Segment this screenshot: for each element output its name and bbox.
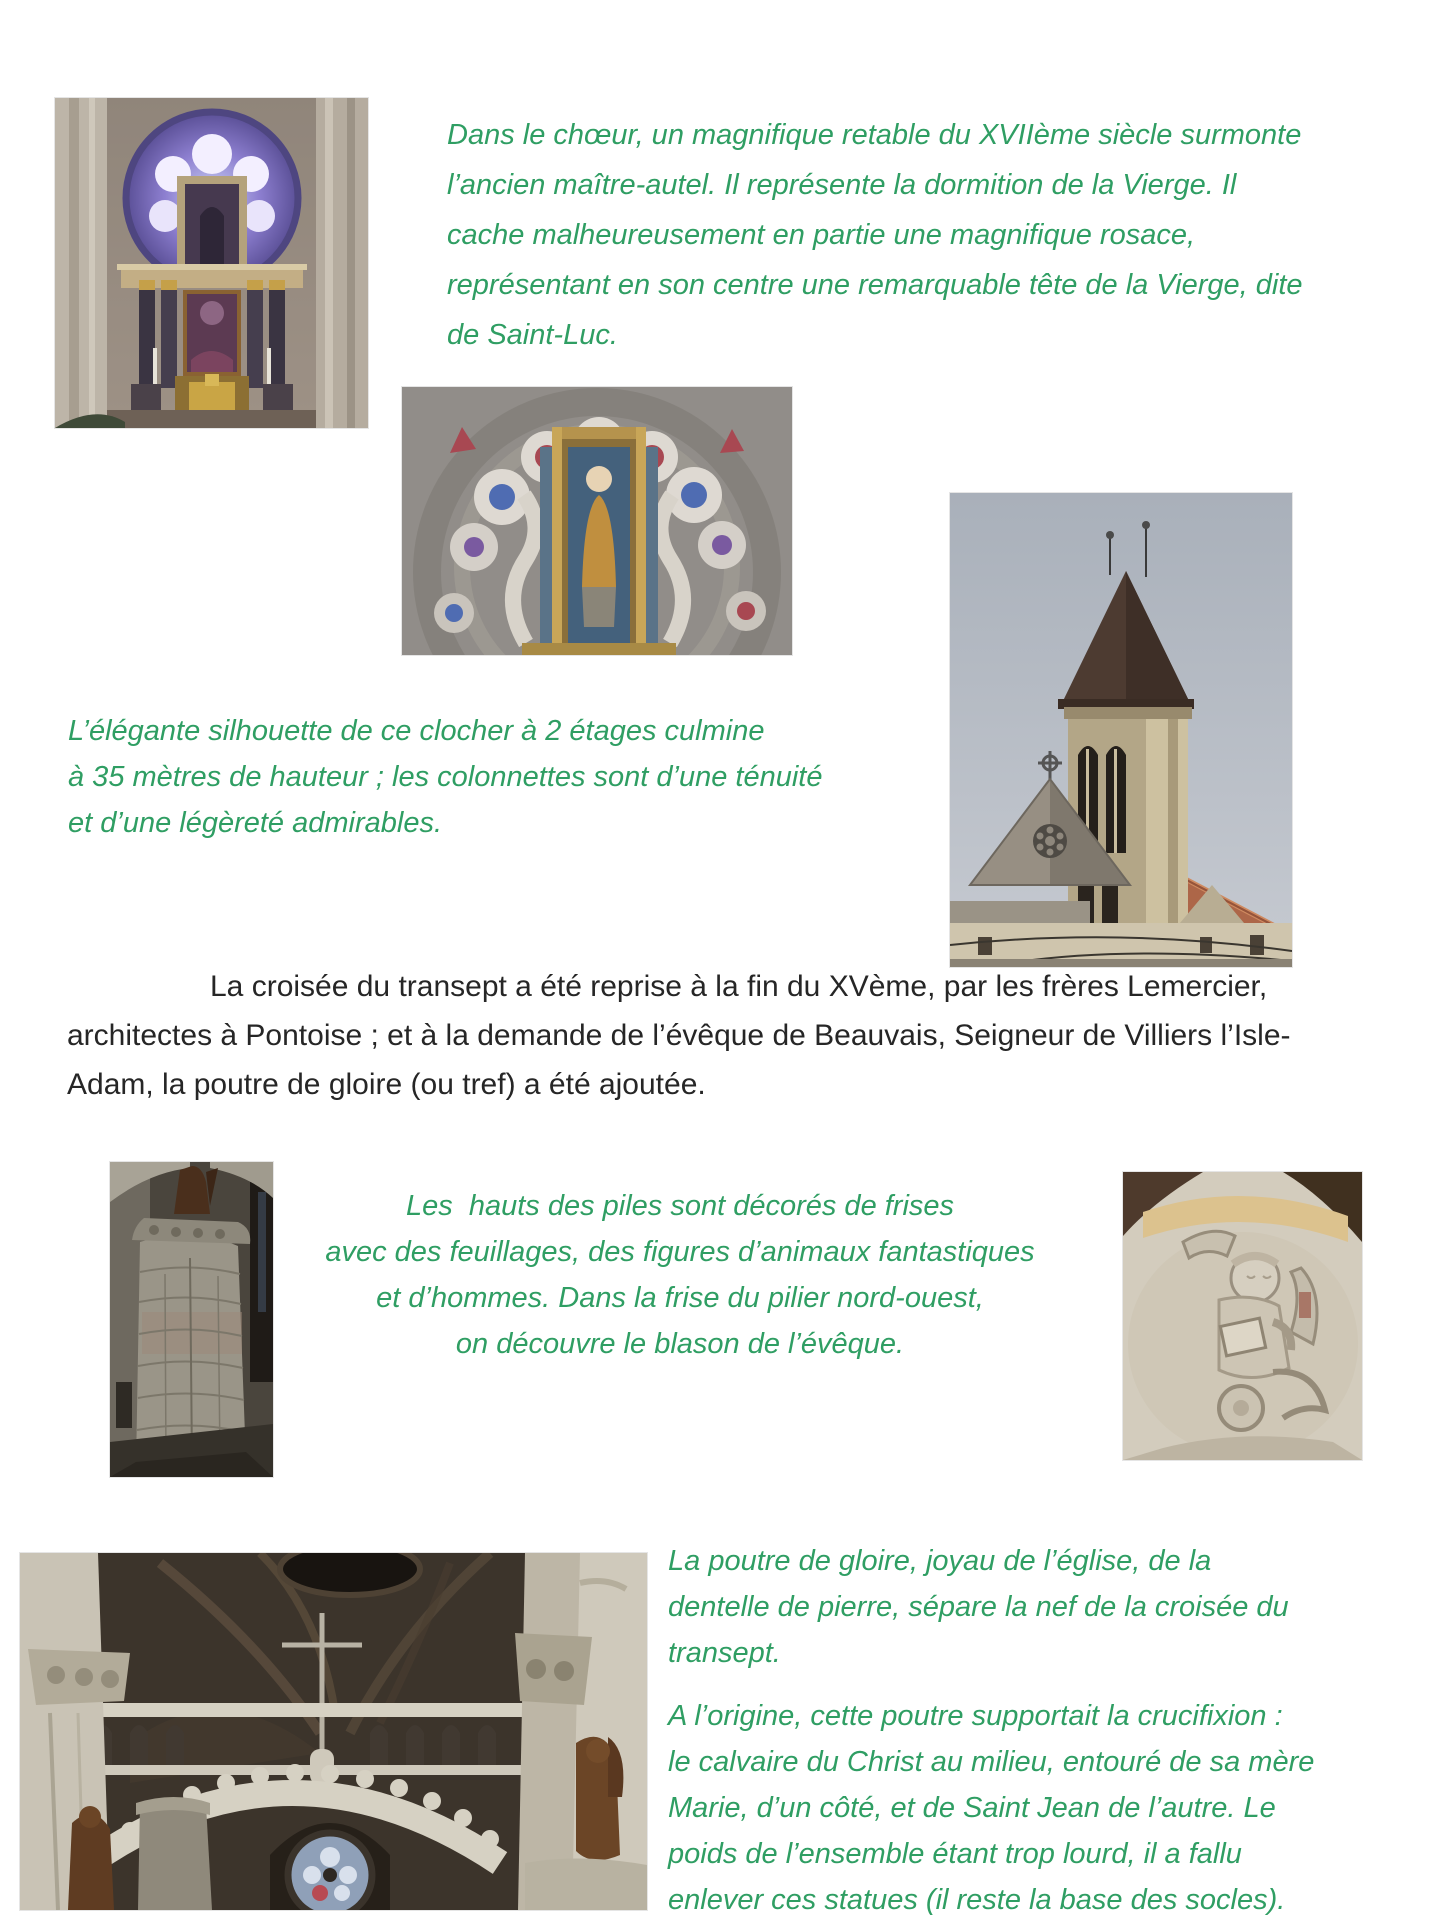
photo-frise bbox=[1123, 1172, 1362, 1460]
text-line: enlever ces statues (il reste la base des socles). bbox=[668, 1884, 1286, 1916]
text-line: dentelle de pierre, sépare la nef de la croisée du bbox=[668, 1591, 1289, 1623]
text-line: Adam, la poutre de gloire (ou tref) a été ajoutée. bbox=[67, 1068, 706, 1101]
text-line: poids de l’ensemble étant trop lourd, il a fallu bbox=[668, 1838, 1242, 1870]
photo-clocher bbox=[950, 493, 1292, 967]
text-line: représentant en son centre une remarquable tête de la Vierge, dite bbox=[447, 269, 1303, 301]
photo-clocher-image bbox=[950, 493, 1292, 967]
photo-rosace-image bbox=[402, 387, 792, 655]
text-line: Marie, d’un côté, et de Saint Jean de l’autre. Le bbox=[668, 1792, 1276, 1824]
text-line: le calvaire du Christ au milieu, entouré de sa mère bbox=[668, 1746, 1315, 1778]
text-line: avec des feuillages, des figures d’animaux fantastiques bbox=[325, 1236, 1035, 1268]
paragraph-retable bbox=[447, 110, 1303, 360]
photo-retable bbox=[55, 98, 368, 428]
paragraph-transept bbox=[67, 962, 1397, 1109]
photo-rosace bbox=[402, 387, 792, 655]
text-line: L’élégante silhouette de ce clocher à 2 étages culmine bbox=[68, 715, 765, 747]
text-line: La poutre de gloire, joyau de l’église, de la bbox=[668, 1545, 1212, 1577]
paragraph-clocher bbox=[68, 708, 823, 846]
text-line: à 35 mètres de hauteur ; les colonnettes sont d’une ténuité bbox=[68, 761, 823, 793]
photo-pilier-image bbox=[110, 1162, 273, 1477]
text-line: l’ancien maître-autel. Il représente la dormition de la Vierge. Il bbox=[447, 169, 1237, 201]
text-line: et d’hommes. Dans la frise du pilier nord-ouest, bbox=[376, 1282, 984, 1314]
photo-retable-image bbox=[55, 98, 368, 428]
text-line: A l’origine, cette poutre supportait la crucifixion : bbox=[668, 1700, 1283, 1732]
photo-poutre bbox=[20, 1553, 647, 1910]
text-line: Dans le chœur, un magnifique retable du XVIIème siècle surmonte bbox=[447, 119, 1302, 151]
text-line: architectes à Pontoise ; et à la demande de l’évêque de Beauvais, Seigneur de Villiers l’Isle- bbox=[67, 1019, 1291, 1052]
photo-poutre-image bbox=[20, 1553, 647, 1910]
text-line: La croisée du transept a été reprise à la fin du XVème, par les frères Lemercier, bbox=[210, 970, 1268, 1003]
text-line: on découvre le blason de l’évêque. bbox=[455, 1328, 905, 1360]
photo-frise-image bbox=[1123, 1172, 1362, 1460]
text-line: et d’une légèreté admirables. bbox=[68, 807, 443, 839]
paragraph-poutre-1 bbox=[668, 1538, 1289, 1676]
text-line: cache malheureusement en partie une magnifique rosace, bbox=[447, 219, 1196, 251]
text-line: de Saint-Luc. bbox=[447, 319, 618, 351]
paragraph-poutre-2 bbox=[668, 1693, 1314, 1923]
photo-pilier bbox=[110, 1162, 273, 1477]
text-line: transept. bbox=[668, 1637, 781, 1669]
text-line: Les hauts des piles sont décorés de frises bbox=[405, 1190, 955, 1222]
paragraph-piles bbox=[280, 1183, 1080, 1367]
